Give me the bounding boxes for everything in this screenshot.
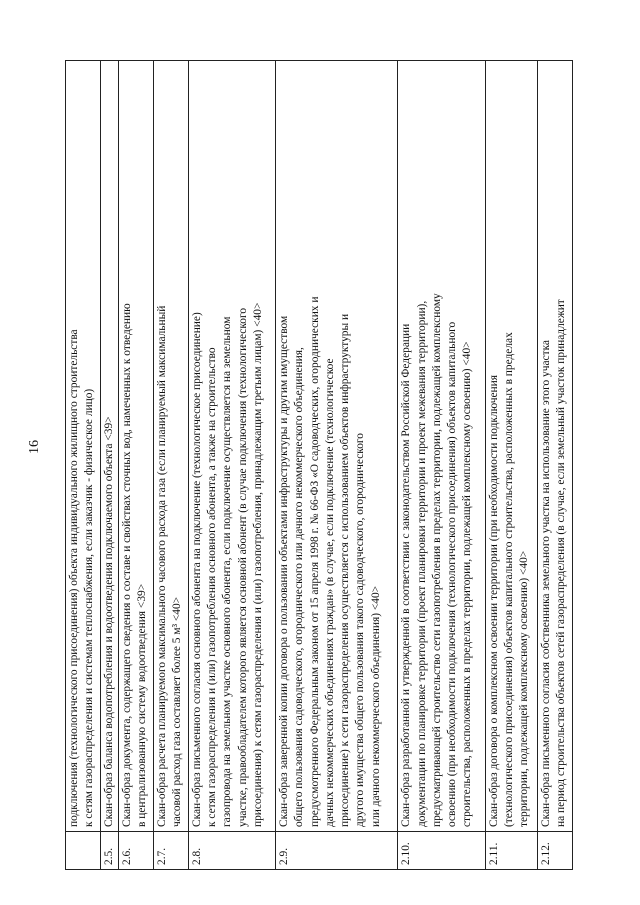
text-line: Скан-образ заверенной копии договора о пользовании объектами инфраструктуры и другим имуществом bbox=[278, 315, 291, 827]
row-number: 2.11. bbox=[485, 832, 537, 870]
text-line: участке, правообладателем которого является основной абонент (в случае подключения (технологического bbox=[236, 307, 249, 827]
row-text bbox=[66, 61, 101, 832]
table-row bbox=[538, 61, 573, 870]
table-row bbox=[189, 61, 276, 870]
text-line: или дачного некоммерческого объединения) <40> bbox=[369, 585, 382, 827]
text-line: предусмотренного Федеральным законом от 15 апреля 1998 г. № 66-ФЗ «О садоводческих, огороднических и bbox=[308, 296, 321, 827]
text-line: другого имущества общего пользования такого садоводческого, огороднического bbox=[354, 433, 367, 827]
text-line: освоению (при необходимости подключения (технологического присоединения) объектов капитального bbox=[446, 321, 459, 827]
row-number: 2.8. bbox=[189, 832, 276, 870]
table-row bbox=[154, 61, 189, 870]
document-table-rotated bbox=[65, 60, 573, 870]
row-text bbox=[100, 61, 118, 832]
row-number: 2.7. bbox=[154, 832, 189, 870]
text-line: на период строительства объектов сетей газораспределения (в случае, если земельный участок принадлежит bbox=[555, 299, 568, 827]
text-line: к сетям газораспределения и системам теплоснабжения, если заказчик - физическое лицо) bbox=[83, 388, 96, 827]
document-table-body bbox=[66, 61, 573, 870]
row-number: 2.6. bbox=[119, 832, 154, 870]
text-line: документации по планировке территории (проект планировки территории и проект межевания территории), bbox=[415, 300, 428, 827]
text-line: Скан-образ письменного согласия основного абонента на подключение (технологическое присоединение) bbox=[191, 312, 204, 827]
text-line: предусматривающей строительство сети газопотребления в пределах территории, подлежащей комплексному bbox=[430, 293, 443, 827]
row-number bbox=[66, 832, 101, 870]
row-number: 2.5. bbox=[100, 832, 118, 870]
text-line: подключения (технологического присоединения) объекта индивидуального жилищного строительства bbox=[68, 329, 80, 827]
text-line: Скан-образ расчета планируемого максимального часового расхода газа (если планируемый максимальный bbox=[156, 305, 169, 827]
table-row bbox=[485, 61, 537, 870]
text-line: в централизованную систему водоотведения <39> bbox=[136, 583, 149, 827]
text-line: строительства, расположенных в пределах территории, подлежащей комплексному освоению) <40> bbox=[461, 341, 474, 827]
row-number: 2.12. bbox=[538, 832, 573, 870]
text-line: присоединения) к сетям газораспределения и (или) газопотребления, принадлежащим третьим лицам) <40> bbox=[251, 302, 264, 827]
table-row bbox=[119, 61, 154, 870]
row-number: 2.9. bbox=[276, 832, 398, 870]
text-line: газопровода на земельном участке основного абонента, если подключение осуществляется на земельном bbox=[221, 316, 234, 827]
text-line: Скан-образ договора о комплексном освоении территории (при необходимости подключения bbox=[487, 375, 500, 827]
text-line: присоединение) к сети газораспределения осуществляется с использованием объектов инфраструктуры и bbox=[339, 313, 352, 827]
text-line: Скан-образ документа, содержащего сведения о составе и свойствах сточных вод, намеченных к отведению bbox=[121, 303, 134, 827]
page-number: 16 bbox=[27, 440, 42, 454]
table-row bbox=[398, 61, 485, 870]
text-line: общего пользования садоводческого, огороднического или дачного некоммерческого объединения, bbox=[293, 347, 306, 827]
row-text bbox=[189, 61, 276, 832]
text-line: Скан-образ баланса водопотребления и водоотведения подключаемого объекта <39> bbox=[102, 416, 115, 827]
row-text bbox=[154, 61, 189, 832]
row-text bbox=[485, 61, 537, 832]
row-text bbox=[538, 61, 573, 832]
row-text bbox=[119, 61, 154, 832]
table-row bbox=[100, 61, 118, 870]
text-line: Скан-образ разработанной и утвержденной в соответствии с законодательством Российской Федерации bbox=[400, 323, 413, 827]
table-row bbox=[276, 61, 398, 870]
row-number: 2.10. bbox=[398, 832, 485, 870]
document-table bbox=[65, 60, 573, 870]
text-line: к сетям газораспределения и (или) газопотребления основного абонента, а также на строительство bbox=[206, 347, 219, 827]
text-line: территории, подлежащей комплексному освоению) <40> bbox=[518, 550, 531, 827]
text-line: дачных некоммерческих объединениях граждан» (в случае, если подключение (технологическое bbox=[323, 358, 336, 827]
table-row bbox=[66, 61, 101, 870]
row-text bbox=[276, 61, 398, 832]
text-line: (технологического присоединения) объектов капитального строительства, расположенных в пределах bbox=[502, 332, 515, 827]
text-line: Скан-образ письменного согласия собственника земельного участка на использование этого участка bbox=[540, 340, 553, 827]
text-line: часовой расход газа составляет более 5 м³ <40> bbox=[171, 596, 184, 827]
row-text bbox=[398, 61, 485, 832]
